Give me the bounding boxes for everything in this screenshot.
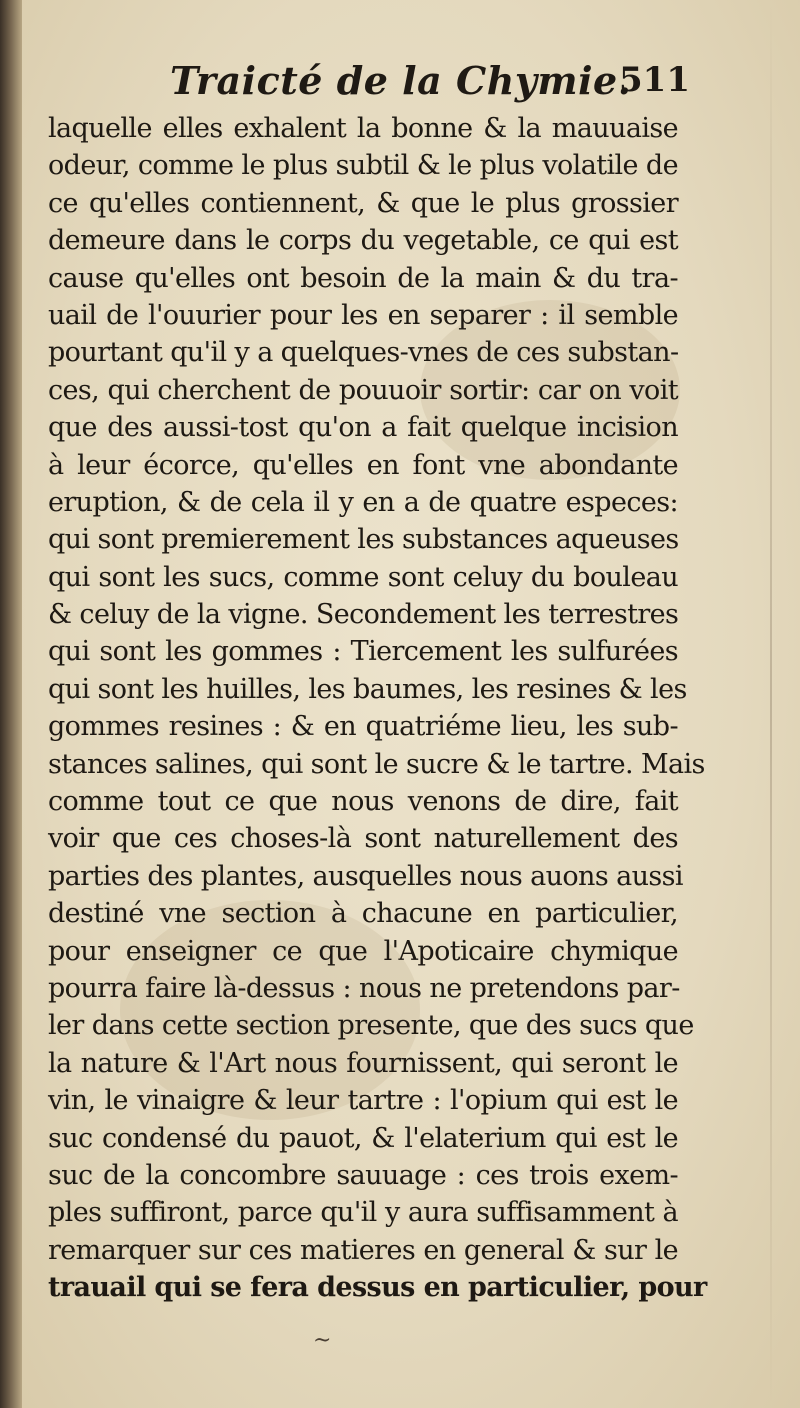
text-line: comme tout ce que nous venons de dire, fait [48,786,678,818]
page-gutter [0,0,22,1408]
text-line: odeur, comme le plus subtil & le plus volatile de [48,150,678,182]
text-line: pourra faire là-dessus : nous ne pretendons par- [48,972,680,1004]
running-title: Traicté de la Chymie. [170,58,632,103]
text-line: pour enseigner ce que l'Apoticaire chymique [48,935,678,967]
text-line: la nature & l'Art nous fournissent, qui seront le [48,1047,678,1079]
text-line: suc condensé du pauot, & l'elaterium qui est le [48,1122,678,1154]
text-line: cause qu'elles ont besoin de la main & du tra- [48,262,678,294]
text-line: ces, qui cherchent de pouuoir sortir: car on voit [48,374,678,406]
text-line: pourtant qu'il y a quelques-vnes de ces substan- [48,337,679,369]
text-line: uail de l'ouurier pour les en separer : il semble [48,299,678,331]
text-line: ples suffiront, parce qu'il y aura suffisamment à [48,1197,678,1229]
page-edge-shading [770,0,772,1408]
text-line: qui sont les gommes : Tiercement les sulfurées [48,636,678,668]
catch-mark: ~ [313,1328,332,1353]
text-line: trauail qui se fera dessus en particulier, pour [48,1272,707,1304]
text-line: suc de la concombre sauuage : ces trois exem- [48,1159,678,1191]
page-number: 511 [619,60,690,100]
text-line: eruption, & de cela il y en a de quatre especes: [48,486,678,518]
text-line: que des aussi-tost qu'on a fait quelque incision [48,412,678,444]
text-line: à leur écorce, qu'elles en font vne abondante [48,449,678,481]
text-line: qui sont les sucs, comme sont celuy du bouleau [48,561,678,593]
text-line: vin, le vinaigre & leur tartre : l'opium qui est le [48,1085,678,1117]
text-line: voir que ces choses-là sont naturellement des [48,823,678,855]
text-line: laquelle elles exhalent la bonne & la mauuaise [48,113,678,144]
text-line: qui sont les huilles, les baumes, les resines & les [48,673,687,705]
text-line: demeure dans le corps du vegetable, ce qui est [48,225,678,257]
page-header [60,58,690,112]
text-line: & celuy de la vigne. Secondement les terrestres [48,599,679,631]
text-line: qui sont premierement les substances aqueuses [48,524,679,556]
text-line: destiné vne section à chacune en particulier, [48,898,678,930]
body-text [48,110,707,1307]
text-line: stances salines, qui sont le sucre & le tartre. Mais [48,748,705,780]
text-line: ce qu'elles contiennent, & que le plus grossier [48,187,678,219]
text-line: gommes resines : & en quatriéme lieu, les sub- [48,711,678,743]
text-line: remarquer sur ces matieres en general & sur le [48,1234,678,1266]
text-line: parties des plantes, ausquelles nous auons aussi [48,860,683,892]
text-line: ler dans cette section presente, que des sucs que [48,1010,694,1042]
